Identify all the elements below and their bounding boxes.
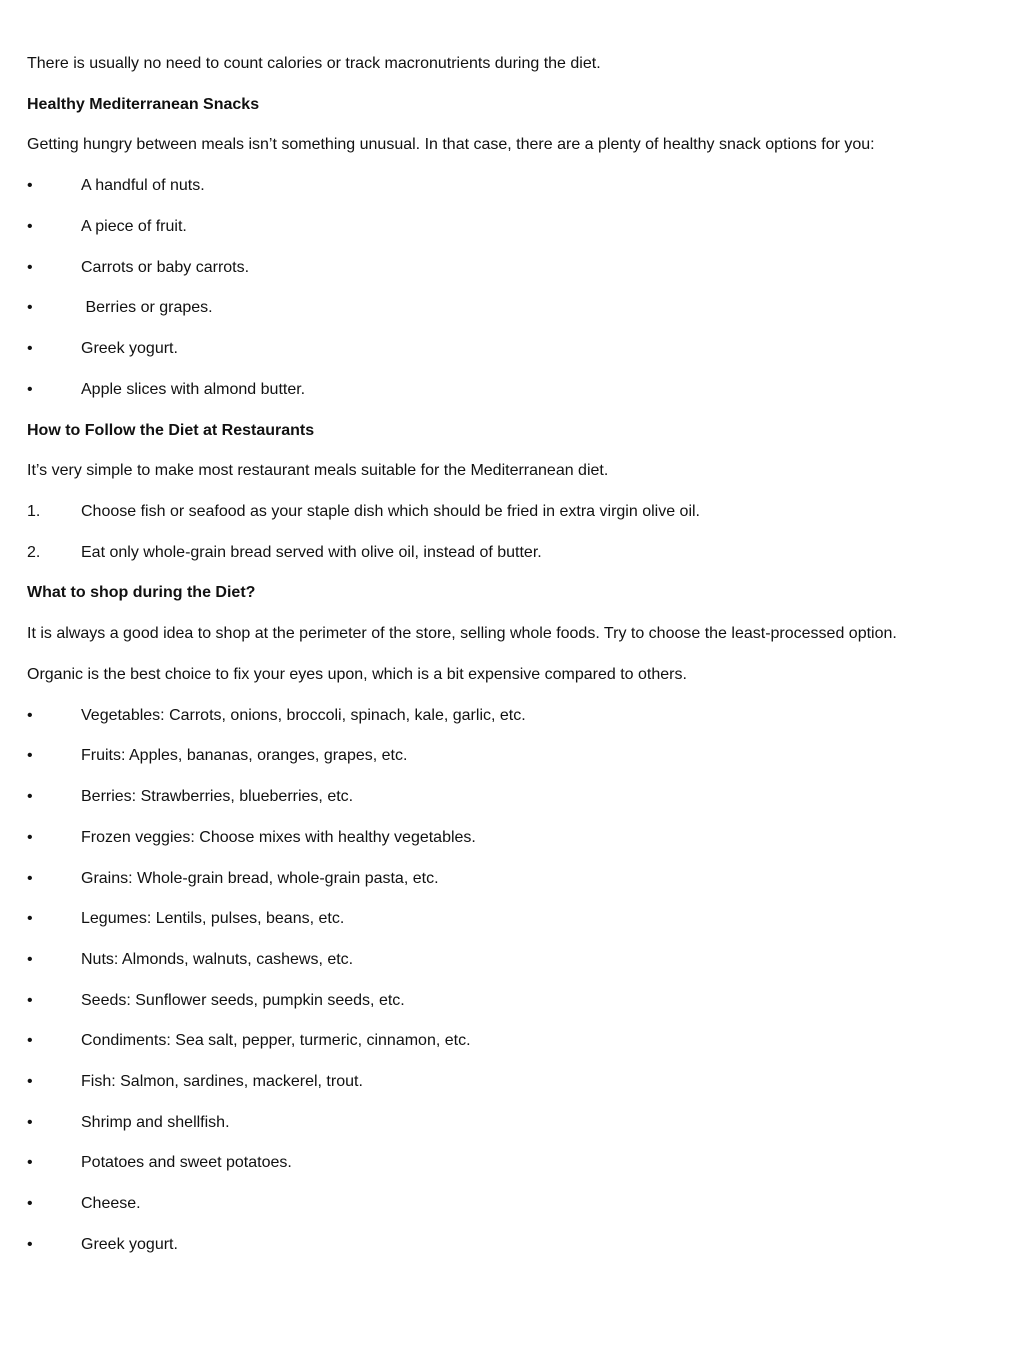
bullet-icon: • [27, 1032, 33, 1049]
item-number: 1. [27, 503, 41, 520]
section-heading-shopping: What to shop during the Diet? [27, 584, 256, 601]
bullet-icon: • [27, 707, 33, 724]
bullet-icon: • [27, 381, 33, 398]
bullet-icon: • [27, 910, 33, 927]
bullet-icon: • [27, 1073, 33, 1090]
bullet-icon: • [27, 951, 33, 968]
bullet-icon: • [27, 340, 33, 357]
bullet-icon: • [27, 992, 33, 1009]
bullet-icon: • [27, 177, 33, 194]
item-number: 2. [27, 544, 41, 561]
section-heading-snacks: Healthy Mediterranean Snacks [27, 96, 260, 113]
restaurants-paragraph: It’s very simple to make most restaurant meals suitable for the Mediterranean diet. [27, 462, 609, 479]
intro-paragraph: There is usually no need to count calories or track macronutrients during the diet. [27, 55, 601, 72]
bullet-icon: • [27, 1236, 33, 1253]
section-heading-restaurants: How to Follow the Diet at Restaurants [27, 422, 315, 439]
bullet-icon: • [27, 218, 33, 235]
bullet-icon: • [27, 747, 33, 764]
shopping-paragraph-1: It is always a good idea to shop at the perimeter of the store, selling whole foods. Try to choose the least-processed option. [27, 625, 897, 642]
bullet-icon: • [27, 259, 33, 276]
bullet-icon: • [27, 788, 33, 805]
shopping-paragraph-2: Organic is the best choice to fix your eyes upon, which is a bit expensive compared to others. [27, 666, 687, 683]
bullet-icon: • [27, 829, 33, 846]
bullet-icon: • [27, 870, 33, 887]
bullet-icon: • [27, 299, 33, 316]
bullet-icon: • [27, 1154, 33, 1171]
bullet-icon: • [27, 1195, 33, 1212]
snacks-paragraph: Getting hungry between meals isn’t something unusual. In that case, there are a plenty of healthy snack options for you: [27, 136, 875, 153]
bullet-icon: • [27, 1114, 33, 1131]
